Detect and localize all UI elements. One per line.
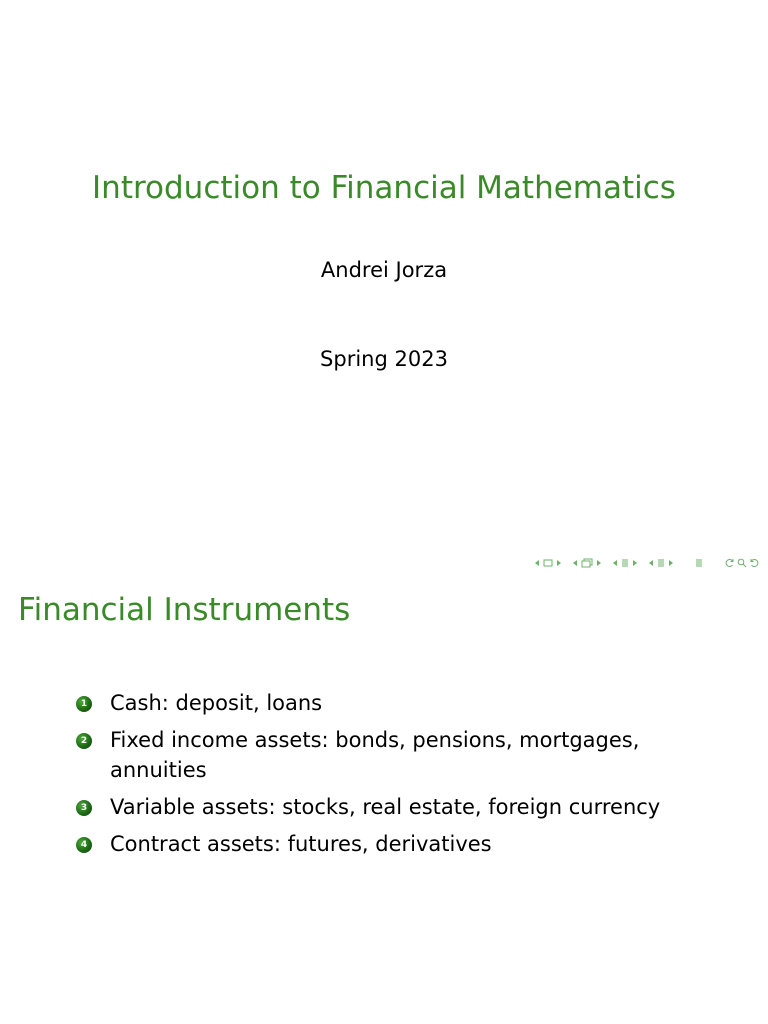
list-item-text: Variable assets: stocks, real estate, foreign currency (110, 795, 661, 819)
enumeration-ball-icon: 3 (76, 800, 92, 816)
nav-frame-icon[interactable] (542, 558, 554, 568)
nav-subsection-next-icon[interactable] (596, 558, 602, 568)
list-item (76, 829, 716, 859)
navigation-bar (526, 553, 760, 573)
nav-search-icon[interactable] (737, 558, 747, 568)
nav-section-prev-icon[interactable] (612, 558, 618, 568)
nav-section-icon[interactable] (620, 558, 630, 568)
list-item (76, 688, 716, 718)
nav-subsec-prev-icon[interactable] (648, 558, 654, 568)
enumeration-ball-icon: 2 (76, 733, 92, 749)
nav-forward-icon[interactable] (749, 558, 760, 568)
nav-subsec-group (648, 558, 674, 568)
nav-section-next-icon[interactable] (632, 558, 638, 568)
list-item-text: Cash: deposit, loans (110, 691, 323, 715)
list-item (76, 725, 716, 785)
nav-align-icon[interactable] (694, 558, 704, 568)
frame-title: Financial Instruments (18, 592, 351, 628)
nav-frame-group (534, 558, 562, 568)
nav-subsec-icon[interactable] (656, 558, 666, 568)
enumeration-ball-icon: 1 (76, 696, 92, 712)
presentation-date: Spring 2023 (320, 347, 448, 371)
instrument-list (76, 688, 716, 866)
nav-frame-next-icon[interactable] (556, 558, 562, 568)
presentation-title: Introduction to Financial Mathematics (92, 170, 676, 206)
list-item-text: Contract assets: futures, derivatives (110, 832, 492, 856)
nav-subsection-icon[interactable] (580, 558, 594, 568)
nav-tools-group (724, 558, 760, 568)
nav-frame-prev-icon[interactable] (534, 558, 540, 568)
author-name: Andrei Jorza (320, 258, 448, 282)
enumeration-ball-icon: 4 (76, 837, 92, 853)
nav-subsec-next-icon[interactable] (668, 558, 674, 568)
list-item (76, 792, 716, 822)
nav-section-group (612, 558, 638, 568)
nav-align-group (694, 558, 704, 568)
nav-subsection-group (572, 558, 602, 568)
nav-back-icon[interactable] (724, 558, 735, 568)
nav-subsection-prev-icon[interactable] (572, 558, 578, 568)
list-item-text: Fixed income assets: bonds, pensions, mortgages, annuities (110, 728, 640, 782)
